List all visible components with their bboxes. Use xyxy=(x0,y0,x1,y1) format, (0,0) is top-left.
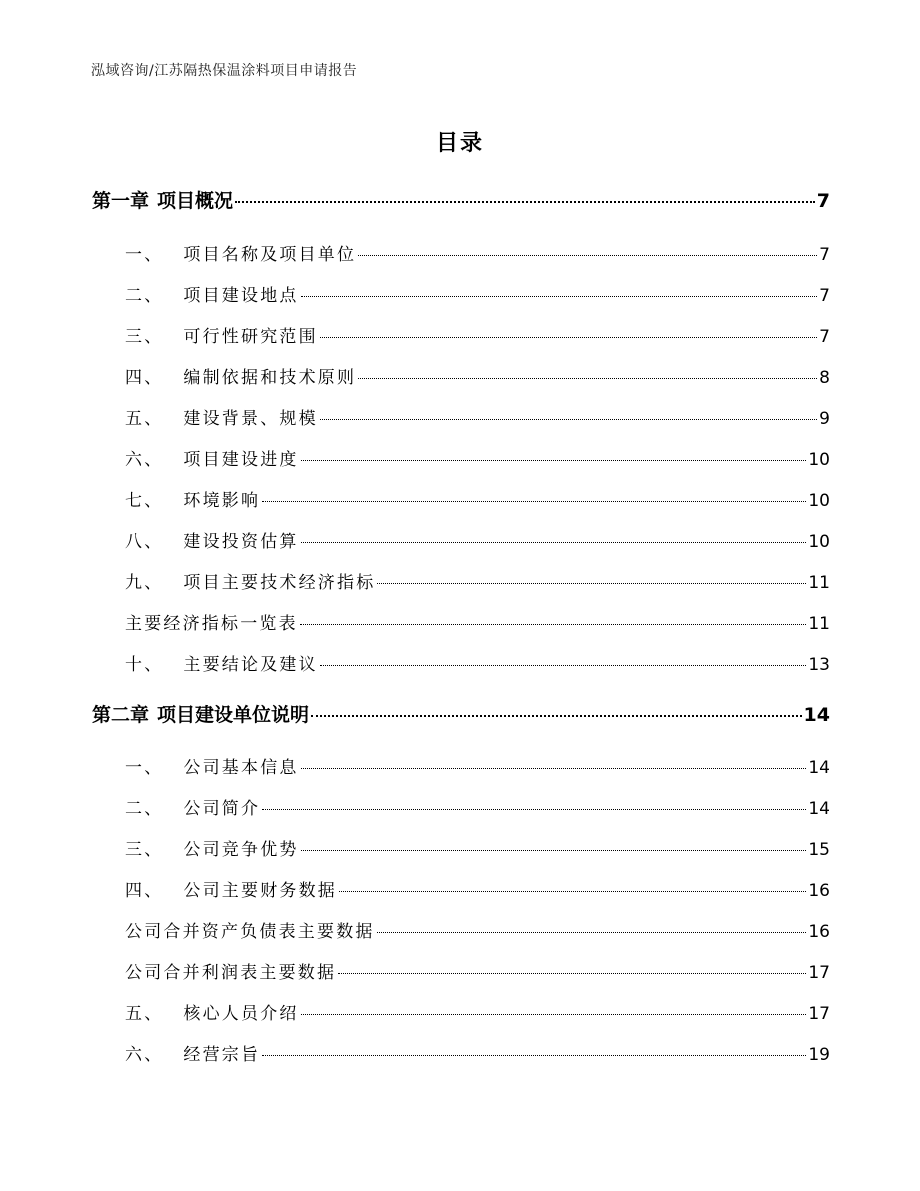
toc-entry-number: 五、 xyxy=(125,409,164,429)
toc-entry-label xyxy=(125,486,260,511)
toc-page-number: 15 xyxy=(808,840,830,860)
toc-dot-leader xyxy=(358,378,817,379)
toc-entry-label xyxy=(125,794,260,819)
toc-page-number: 17 xyxy=(808,963,830,983)
toc-dot-leader xyxy=(311,715,802,717)
toc-section-entry[interactable] xyxy=(125,835,830,860)
toc-dot-leader xyxy=(262,1055,806,1056)
toc-section-entry[interactable] xyxy=(125,445,830,470)
toc-section-entry[interactable] xyxy=(125,240,830,265)
toc-dot-leader xyxy=(320,665,807,666)
toc-entry-title: 公司基本信息 xyxy=(183,758,299,778)
toc-entry-label xyxy=(125,1040,260,1065)
toc-page-number: 8 xyxy=(819,368,830,388)
toc-section-entry[interactable] xyxy=(125,876,830,901)
toc-dot-leader xyxy=(262,809,806,810)
toc-entry-title: 项目建设进度 xyxy=(183,450,299,470)
toc-entry-title: 经营宗旨 xyxy=(183,1045,261,1065)
toc-entry-title: 公司合并资产负债表主要数据 xyxy=(125,922,375,942)
toc-section-entry[interactable] xyxy=(125,281,830,306)
toc-dot-leader xyxy=(301,542,807,543)
toc-dot-leader xyxy=(377,583,806,584)
toc-entry-number: 五、 xyxy=(125,1004,164,1024)
toc-entry-number: 八、 xyxy=(125,532,164,552)
toc-entry-title: 项目建设单位说明 xyxy=(157,704,310,726)
toc-title: 目录 xyxy=(435,131,484,156)
toc-entry-label xyxy=(125,753,299,778)
toc-page-number: 14 xyxy=(808,799,830,819)
toc-entry-number: 七、 xyxy=(125,491,164,511)
toc-entry-label xyxy=(125,650,318,675)
toc-entry-number: 第二章 xyxy=(92,704,150,726)
toc-page-number: 14 xyxy=(803,704,830,726)
toc-page-number: 10 xyxy=(808,491,830,511)
toc-entry-title: 可行性研究范围 xyxy=(183,327,318,347)
toc-entry-label xyxy=(92,186,233,213)
toc-dot-leader xyxy=(301,460,807,461)
toc-dot-leader xyxy=(339,891,806,892)
toc-entry-number: 一、 xyxy=(125,758,164,778)
toc-page-number: 7 xyxy=(819,245,830,265)
toc-entry-number: 一、 xyxy=(125,245,164,265)
toc-entry-label xyxy=(125,445,299,470)
toc-entry-title: 公司主要财务数据 xyxy=(183,881,338,901)
toc-entry-title: 项目概况 xyxy=(157,190,234,212)
toc-page-number: 17 xyxy=(808,1004,830,1024)
toc-section-entry[interactable] xyxy=(125,486,830,511)
toc-page-number: 7 xyxy=(819,286,830,306)
toc-page-number: 9 xyxy=(819,409,830,429)
toc-entry-title: 主要经济指标一览表 xyxy=(125,614,298,634)
toc-page-number: 10 xyxy=(808,532,830,552)
toc-entry-number: 十、 xyxy=(125,655,164,675)
toc-dot-leader xyxy=(320,337,817,338)
toc-section-entry[interactable] xyxy=(125,794,830,819)
toc-dot-leader xyxy=(338,973,806,974)
toc-dot-leader xyxy=(358,255,817,256)
toc-section-entry[interactable] xyxy=(125,363,830,388)
toc-entry-title: 编制依据和技术原则 xyxy=(183,368,357,388)
toc-section-entry[interactable] xyxy=(125,404,830,429)
toc-entry-title: 环境影响 xyxy=(183,491,261,511)
toc-entry-label xyxy=(92,700,309,727)
toc-page-number: 7 xyxy=(819,327,830,347)
toc-section-entry[interactable] xyxy=(125,650,830,675)
page-header: 泓域咨询/江苏隔热保温涂料项目申请报告 xyxy=(91,63,358,79)
toc-dot-leader xyxy=(301,1014,807,1015)
toc-entry-label xyxy=(125,609,298,634)
toc-dot-leader xyxy=(300,624,807,625)
toc-entry-title: 建设背景、规模 xyxy=(183,409,318,429)
toc-dot-leader xyxy=(262,501,806,502)
toc-section-entry[interactable] xyxy=(125,527,830,552)
toc-page-number: 16 xyxy=(808,881,830,901)
toc-page-number: 11 xyxy=(808,573,830,593)
toc-entry-label xyxy=(125,404,318,429)
toc-entry-number: 三、 xyxy=(125,840,164,860)
toc-entry-number: 六、 xyxy=(125,450,164,470)
toc-entry-label xyxy=(125,876,337,901)
toc-entry-title: 核心人员介绍 xyxy=(183,1004,299,1024)
toc-section-entry[interactable] xyxy=(125,958,830,983)
toc-page-number: 13 xyxy=(808,655,830,675)
toc-section-entry[interactable] xyxy=(125,753,830,778)
toc-entry-title: 项目名称及项目单位 xyxy=(183,245,357,265)
toc-section-entry[interactable] xyxy=(125,609,830,634)
toc-entry-title: 主要结论及建议 xyxy=(183,655,318,675)
toc-section-entry[interactable] xyxy=(125,568,830,593)
toc-chapter-entry[interactable] xyxy=(92,186,830,213)
toc-entry-label xyxy=(125,835,299,860)
toc-entry-label xyxy=(125,999,299,1024)
toc-entry-title: 公司合并利润表主要数据 xyxy=(125,963,337,983)
toc-dot-leader xyxy=(320,419,817,420)
toc-entry-label xyxy=(125,322,318,347)
toc-page-number: 19 xyxy=(808,1045,830,1065)
toc-dot-leader xyxy=(301,768,807,769)
toc-entry-title: 建设投资估算 xyxy=(183,532,299,552)
toc-entry-number: 三、 xyxy=(125,327,164,347)
toc-entry-title: 项目建设地点 xyxy=(183,286,299,306)
toc-entry-label xyxy=(125,958,336,983)
toc-page-number: 11 xyxy=(808,614,830,634)
toc-page-number: 14 xyxy=(808,758,830,778)
toc-entry-number: 四、 xyxy=(125,881,164,901)
toc-entry-label xyxy=(125,527,299,552)
toc-entry-number: 第一章 xyxy=(92,190,150,212)
toc-entry-label xyxy=(125,281,299,306)
toc-entry-label xyxy=(125,917,375,942)
toc-section-entry[interactable] xyxy=(125,322,830,347)
toc-entry-label xyxy=(125,363,356,388)
toc-section-entry[interactable] xyxy=(125,999,830,1024)
toc-chapter-entry[interactable] xyxy=(92,700,830,727)
toc-section-entry[interactable] xyxy=(125,917,830,942)
toc-entry-number: 二、 xyxy=(125,286,164,306)
toc-dot-leader xyxy=(301,296,818,297)
toc-entry-label xyxy=(125,240,356,265)
toc-page-number: 7 xyxy=(816,190,830,212)
toc-dot-leader xyxy=(301,850,807,851)
toc-dot-leader xyxy=(235,201,815,203)
toc-entry-title: 公司竞争优势 xyxy=(183,840,299,860)
toc-page-number: 16 xyxy=(808,922,830,942)
toc-entry-number: 六、 xyxy=(125,1045,164,1065)
toc-entry-number: 九、 xyxy=(125,573,164,593)
toc-entry-number: 四、 xyxy=(125,368,164,388)
toc-page-number: 10 xyxy=(808,450,830,470)
toc-section-entry[interactable] xyxy=(125,1040,830,1065)
toc-entry-number: 二、 xyxy=(125,799,164,819)
toc-entry-title: 项目主要技术经济指标 xyxy=(183,573,376,593)
toc-entry-title: 公司简介 xyxy=(183,799,261,819)
toc-entry-label xyxy=(125,568,375,593)
toc-dot-leader xyxy=(377,932,807,933)
